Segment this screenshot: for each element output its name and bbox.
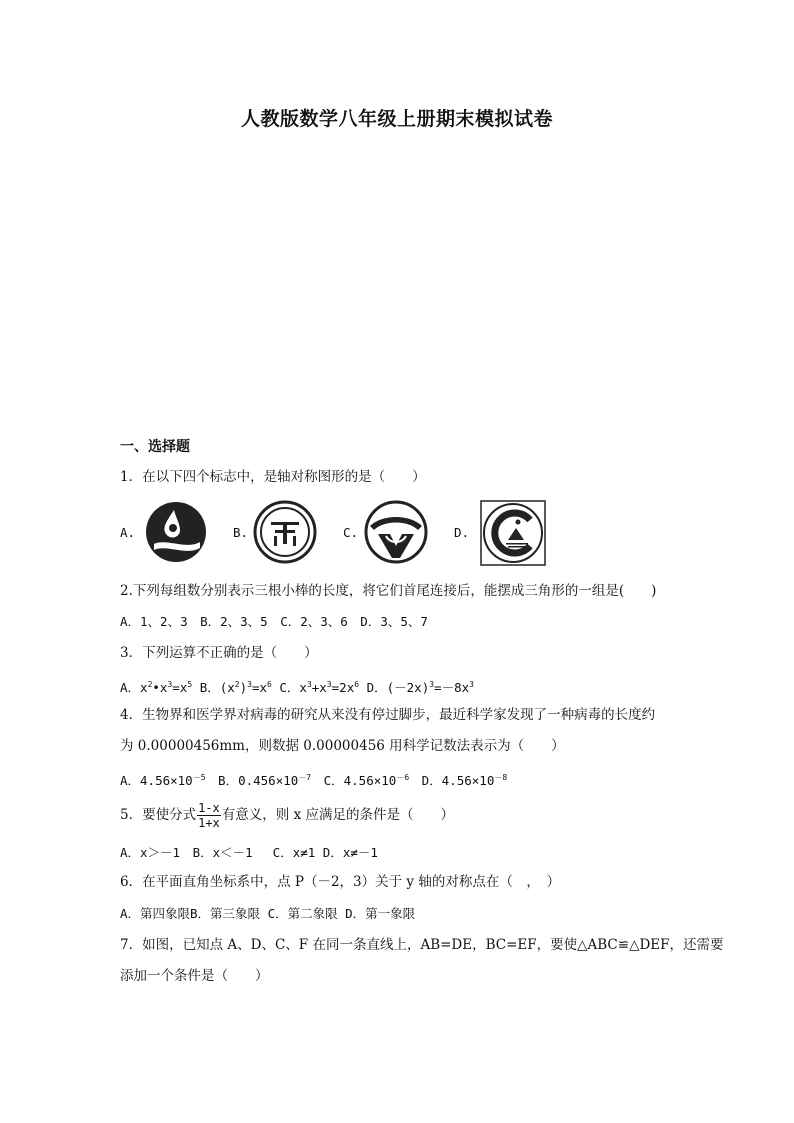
question-7-stem-line1: 7．如图，已知点 A、D、C、F 在同一条直线上，AB=DE，BC=EF，要使△ABC≌△DEF，还需要 — [120, 937, 724, 953]
question-4-stem-line1: 4．生物界和医学界对病毒的研究从来没有停过脚步，最近科学家发现了一种病毒的长度约 — [120, 707, 656, 723]
question-2-stem: 2.下列每组数分别表示三根小棒的长度，将它们首尾连接后，能摆成三角形的一组是( ) — [120, 583, 657, 599]
question-5-options: A．x＞－1 B．x＜－1 C．x≠1 D．x≠－1 — [120, 845, 378, 860]
water-drop-logo-icon — [144, 500, 208, 564]
question-7-stem-line2: 添加一个条件是（ ） — [120, 968, 269, 984]
question-3-stem: 3．下列运算不正确的是（ ） — [120, 645, 318, 661]
option-d-label: D. — [454, 525, 470, 540]
question-4-stem-line2: 为 0.00000456mm，则数据 0.00000456 用科学记数法表示为（ ） — [120, 738, 565, 754]
option-a-label: A. — [120, 525, 136, 540]
page-title: 人教版数学八年级上册期末模拟试卷 — [240, 108, 553, 130]
question-1-stem: 1．在以下四个标志中，是轴对称图形的是（ ） — [120, 469, 426, 485]
q4-option-c: C．$4.56\times 10^{-6}$ — [311, 773, 410, 789]
question-4-options — [120, 768, 507, 791]
option-b-label: B. — [233, 525, 249, 540]
letter-c-mountain-logo-icon — [480, 500, 546, 566]
q4-option-a: A．$4.56\times 10^{-5}$ — [120, 773, 206, 789]
q3-option-d: D．$(-2x)^3=-8x^3$ — [359, 680, 474, 696]
question-6-options: A．第四象限B．第三象限 C．第二象限 D．第一象限 — [120, 906, 416, 921]
option-c-label: C. — [343, 525, 359, 540]
q3-option-c: C．$x^3+x^3=2x^6$ — [271, 680, 360, 696]
question-1-logo-options — [120, 500, 580, 566]
q4-option-d: D．$4.56\times 10^{-8}$ — [409, 773, 508, 789]
circle-emblem-logo-icon — [253, 500, 317, 564]
question-2-options: A．1、2、3 B．2、3、5 C．2、3、6 D．3、5、7 — [120, 614, 428, 629]
shield-bird-logo-icon — [364, 500, 428, 564]
q3-option-a: A．$x^2•x^3=x^5$ — [120, 680, 193, 696]
section-heading: 一、选择题 — [120, 439, 190, 455]
q3-option-b: B．$(x^2)^3=x^6$ — [192, 680, 272, 696]
question-6-stem: 6．在平面直角坐标系中，点 P（－2，3）关于 y 轴的对称点在（ ， ） — [120, 874, 561, 890]
q4-option-b: B．$0.456\times 10^{-7}$ — [205, 773, 312, 789]
question-5-stem: 5．要使分式 $\frac{1-x}{1+x}$ 有意义，则 x 应满足的条件是（ ） — [120, 801, 454, 830]
question-3-options — [120, 675, 474, 698]
fraction: $\frac{1-x}{1+x}$ — [198, 801, 220, 830]
